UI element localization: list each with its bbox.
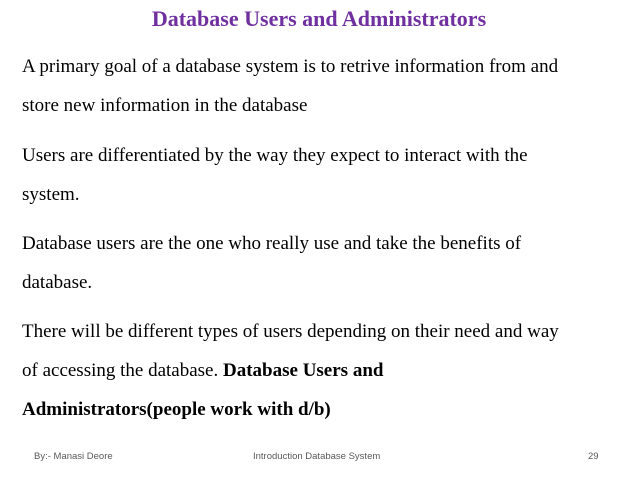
paragraph-line: Database users are the one who really use and take the benefits of <box>22 233 522 254</box>
paragraph-users-differentiated <box>22 136 628 214</box>
paragraph-line: Users are differentiated by the way they expect to interact with the <box>22 145 528 166</box>
paragraph-database-users <box>22 224 628 302</box>
paragraph-line-mixed <box>22 351 628 390</box>
slide-title: Database Users and Administrators <box>151 6 487 31</box>
paragraph-line-bold: Administrators(people work with d/b) <box>22 399 331 420</box>
paragraph-types-of-users <box>22 312 628 429</box>
paragraph-text-normal: of accessing the database. <box>22 360 223 381</box>
footer-author: By:- Manasi Deore <box>34 451 113 462</box>
footer-page-number: 29 <box>588 451 599 462</box>
paragraph-line: There will be different types of users depending on their need and way <box>22 321 559 342</box>
paragraph-line: store new information in the database <box>22 95 308 116</box>
paragraph-line: A primary goal of a database system is to retrive information from and <box>22 56 559 77</box>
paragraph-primary-goal <box>22 47 628 125</box>
paragraph-line: system. <box>22 184 80 205</box>
footer-title: Introduction Database System <box>253 451 381 462</box>
paragraph-line: database. <box>22 272 93 293</box>
paragraph-text-bold: Database Users and <box>223 360 384 381</box>
